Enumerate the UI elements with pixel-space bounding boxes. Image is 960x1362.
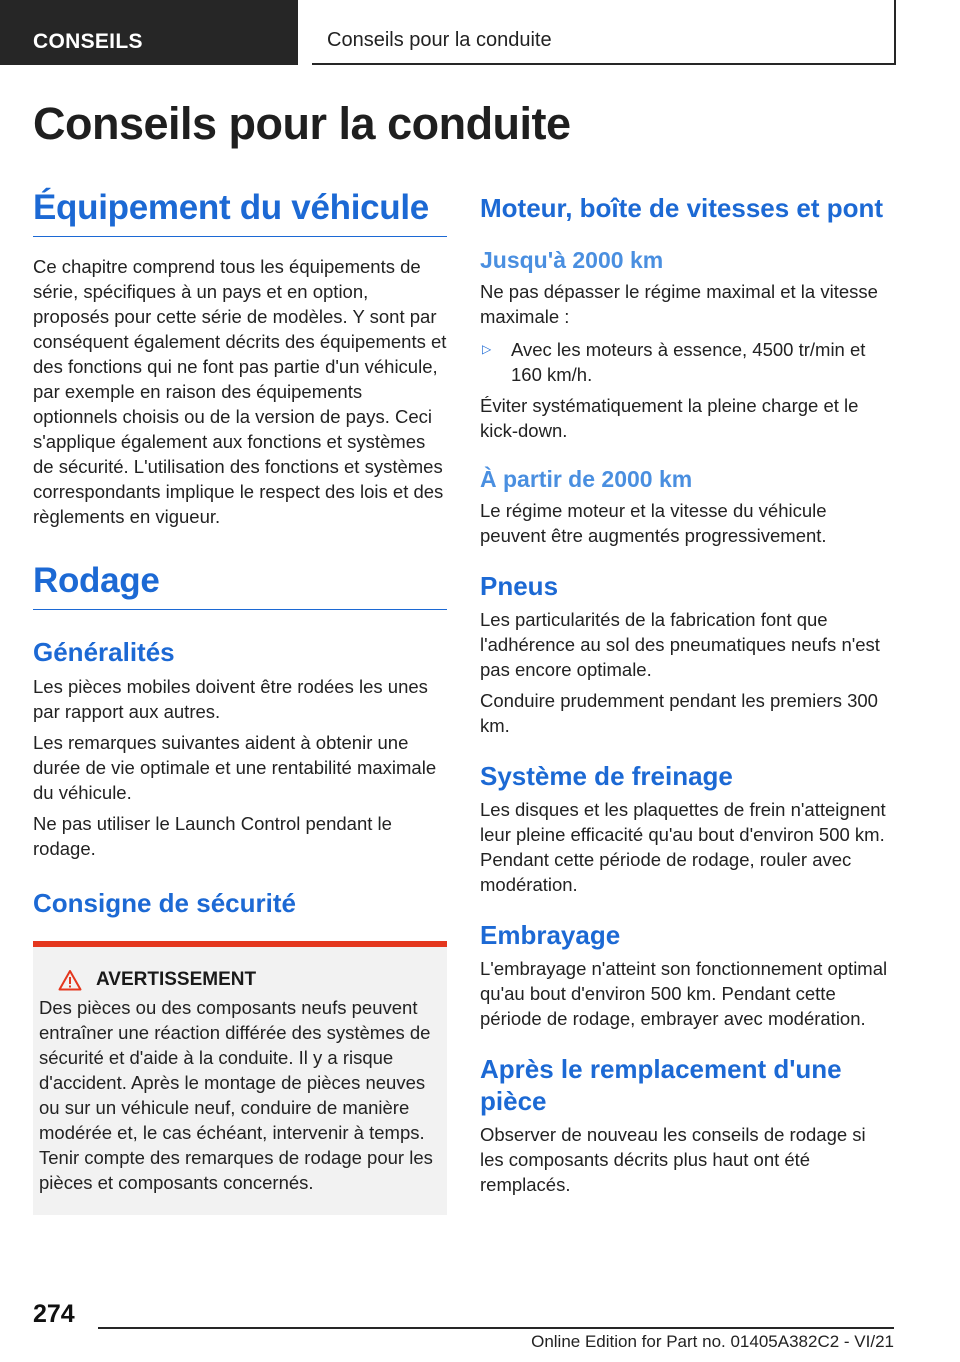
general-paragraph-1: Les pièces mobiles doivent être rodées les unes par rapport aux autres. [33, 676, 428, 722]
warning-triangle-icon [58, 969, 82, 991]
tyres-paragraph-1: Les particularités de la fabrication font que l'adhérence au sol des pneumatiques neufs n'est pas encore optimale. [480, 609, 880, 680]
equipment-heading: Équipement du véhicule [33, 188, 447, 237]
header-chapter-title: Conseils pour la conduite [312, 0, 896, 65]
triangle-bullet-icon: ▷ [482, 342, 492, 356]
clutch-heading: Embrayage [480, 920, 621, 950]
general-paragraph-2: Les remarques suivantes aident à obtenir une durée de vie optimale et une rentabilité maximale du véhicule. [33, 732, 437, 803]
until-2000-text: Ne pas dépasser le régime maximal et la vitesse maximale : [480, 281, 878, 327]
safety-heading: Consigne de sécurité [33, 888, 296, 918]
page-title: Conseils pour la conduite [33, 98, 571, 149]
from-2000-text: Le régime moteur et la vitesse du véhicule peuvent être augmentés progressivement. [480, 500, 827, 546]
page-number: 274 [33, 1300, 75, 1328]
footer-edition: Online Edition for Part no. 01405A382C2 - VI/21 [531, 1332, 894, 1351]
tyres-paragraph-2: Conduire prudemment pendant les premiers 300 km. [480, 690, 878, 736]
brakes-heading: Système de freinage [480, 761, 733, 791]
general-heading: Généralités [33, 637, 175, 667]
rodage-heading: Rodage [33, 561, 447, 610]
warning-text: Des pièces ou des composants neufs peuvent entraîner une réaction différée des systèmes de sécurité et d'aide à la conduite. Il y a risque d'accident. Après le montage de pièces neuves ou sur un véhicule neuf, conduire de manière modérée et, le cas échéant, intervenir à temps. Tenir compte des remarques de rodage pour les pièces et composants concernés. [39, 997, 433, 1193]
header-section-tab: CONSEILS [0, 0, 298, 65]
left-column [33, 188, 447, 1215]
replacement-text: Observer de nouveau les conseils de rodage si les composants décrits plus haut ont été remplacés. [480, 1124, 866, 1195]
footer-divider [98, 1327, 894, 1329]
clutch-text: L'embrayage n'atteint son fonctionnement optimal qu'au bout d'environ 500 km. Pendant cette période de rodage, embrayer avec modération. [480, 958, 888, 1029]
warning-header [39, 969, 439, 991]
engine-heading: Moteur, boîte de vitesses et pont [480, 193, 884, 223]
warning-box [33, 941, 447, 1215]
tyres-heading: Pneus [480, 571, 559, 601]
general-paragraph-3: Ne pas utiliser le Launch Control pendant le rodage. [33, 813, 392, 859]
list-item [480, 337, 894, 387]
avoid-text: Éviter systématiquement la pleine charge et le kick-down. [480, 395, 859, 441]
brakes-text: Les disques et les plaquettes de frein n'atteignent leur pleine efficacité qu'au bout d'environ 500 km. Pendant cette période de rodage, rouler avec modération. [480, 799, 886, 895]
until-2000-heading: Jusqu'à 2000 km [480, 247, 664, 273]
replacement-heading: Après le remplacement d'une pièce [480, 1054, 842, 1116]
right-column [480, 188, 894, 1197]
from-2000-heading: À partir de 2000 km [480, 466, 693, 492]
equipment-text: Ce chapitre comprend tous les équipements de série, spécifiques à un pays et en option, proposés pour cette série de modèles. Y sont par conséquent également décrits des équipements et des fonctions qui ne font pas partie d'un véhicule, par exemple en raison des équipements optionnels choisis ou de la version de pays. Ceci s'applique également aux fonctions et systèmes de sécurité. L'utilisation des fonctions et systèmes correspondants implique le respect des lois et des règlements en vigueur. [33, 256, 447, 527]
list-item-text: Avec les moteurs à essence, 4500 tr/min et 160 km/h. [511, 339, 866, 385]
warning-title: AVERTISSEMENT [96, 969, 257, 990]
